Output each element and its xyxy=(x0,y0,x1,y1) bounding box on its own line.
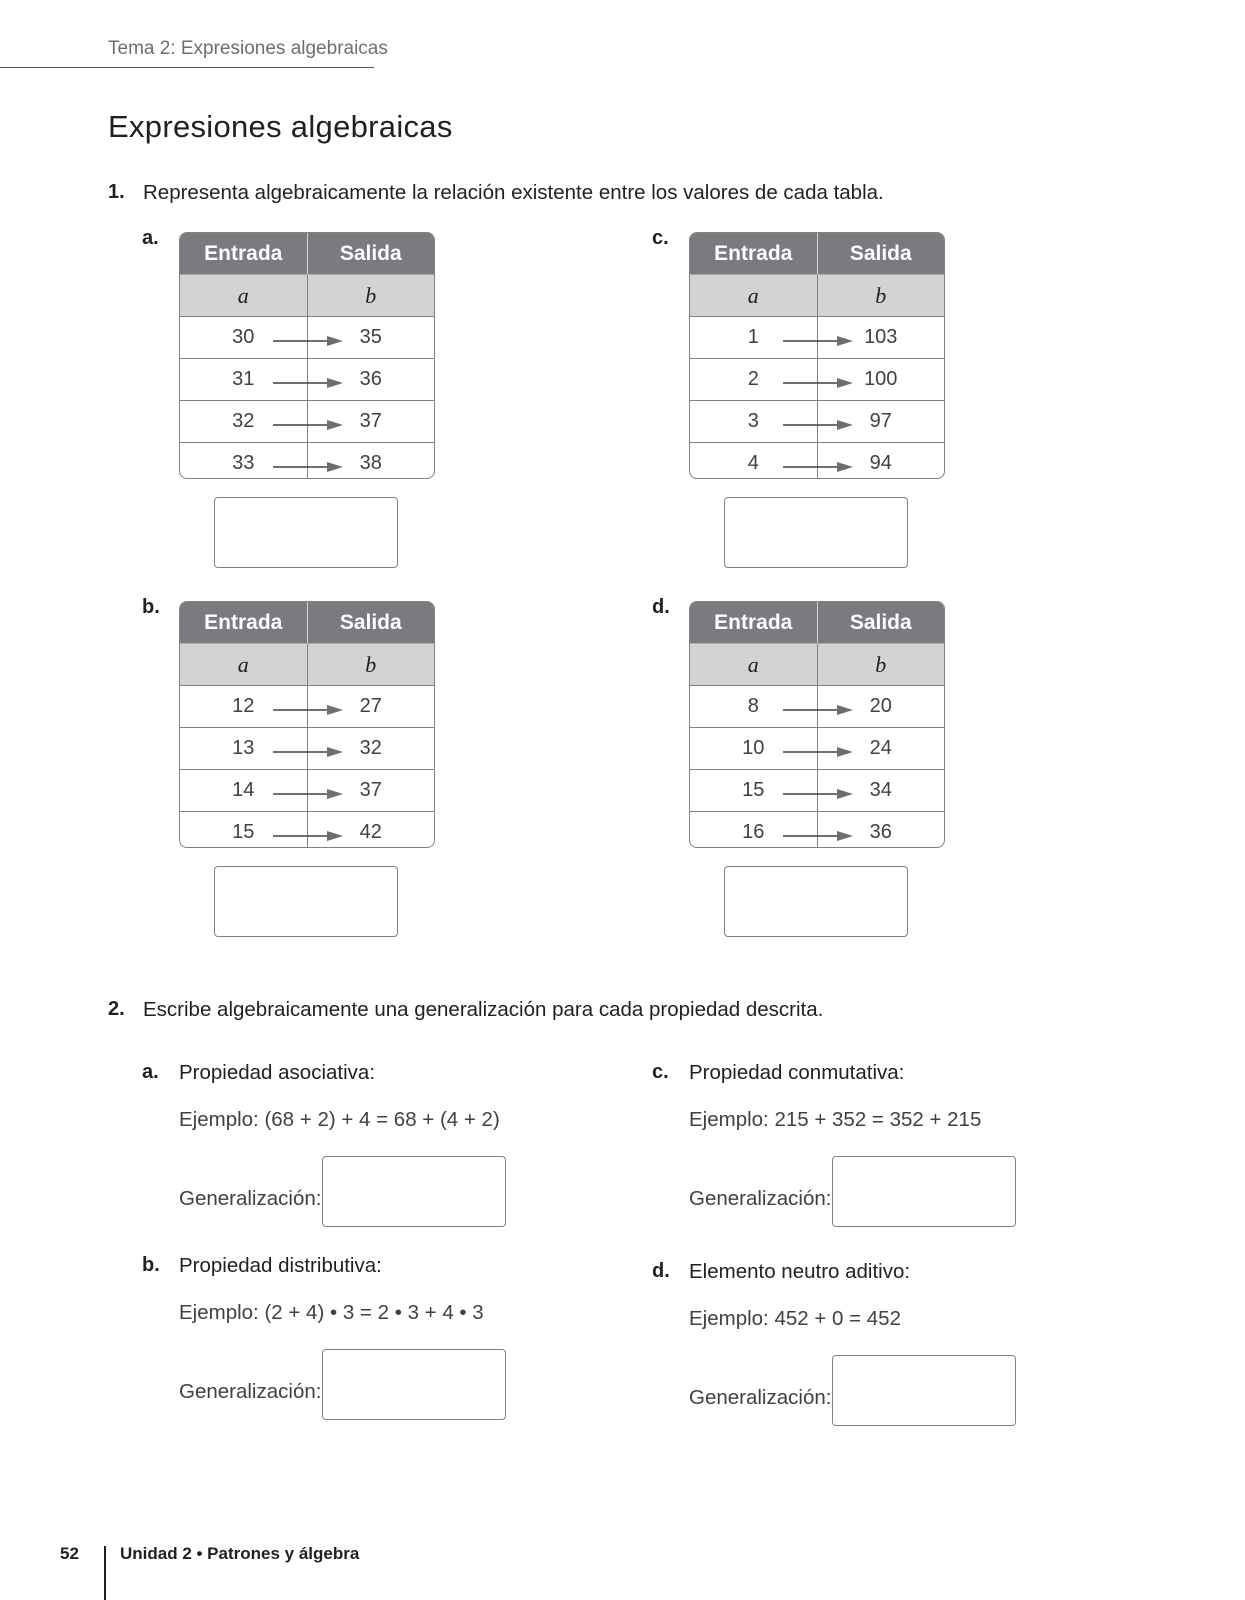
input-output-table xyxy=(689,601,945,848)
input-value: 13 xyxy=(180,728,308,769)
arrow-right-icon xyxy=(273,414,343,426)
arrow-right-icon xyxy=(783,825,853,837)
question-2-text: Escribe algebraicamente una generalización para cada propiedad descrita. xyxy=(143,998,824,1021)
property-title: Propiedad distributiva: xyxy=(179,1254,382,1277)
generalization-label: Generalización: xyxy=(179,1380,322,1403)
header-entrada: Entrada xyxy=(180,602,308,643)
header-entrada: Entrada xyxy=(690,602,818,643)
table-row xyxy=(180,727,434,769)
input-output-table xyxy=(179,232,435,479)
input-value: 12 xyxy=(180,686,308,727)
output-value: 36 xyxy=(359,368,382,390)
answer-box[interactable] xyxy=(724,866,908,937)
output-value: 20 xyxy=(869,695,892,717)
table-row xyxy=(690,400,944,442)
table-row xyxy=(180,442,434,479)
arrow-right-icon xyxy=(783,783,853,795)
answer-box[interactable] xyxy=(724,497,908,568)
input-value: 30 xyxy=(180,317,308,358)
footer-divider xyxy=(104,1546,106,1600)
output-value: 97 xyxy=(869,410,892,432)
generalization-label: Generalización: xyxy=(689,1187,832,1210)
arrow-right-icon xyxy=(273,741,343,753)
variable-b: b xyxy=(365,282,377,308)
output-value: 24 xyxy=(869,737,892,759)
variable-a: a xyxy=(180,275,308,316)
arrow-right-icon xyxy=(783,414,853,426)
table-header xyxy=(180,602,434,643)
variable-b: b xyxy=(365,651,377,677)
variable-row xyxy=(180,274,434,316)
generalization-answer-box[interactable] xyxy=(322,1349,506,1420)
property-example: Ejemplo: (68 + 2) + 4 = 68 + (4 + 2) xyxy=(179,1108,500,1131)
generalization-answer-box[interactable] xyxy=(322,1156,506,1227)
property-letter: d. xyxy=(652,1260,670,1282)
input-value: 16 xyxy=(690,812,818,848)
output-value: 37 xyxy=(359,779,382,801)
table-row xyxy=(180,316,434,358)
variable-a: a xyxy=(690,644,818,685)
output-value: 35 xyxy=(359,326,382,348)
input-value: 15 xyxy=(690,770,818,811)
input-value: 4 xyxy=(690,443,818,479)
header-rule xyxy=(0,67,374,68)
variable-row xyxy=(180,643,434,685)
input-value: 8 xyxy=(690,686,818,727)
table-row xyxy=(180,811,434,848)
output-value: 38 xyxy=(359,452,382,474)
input-value: 15 xyxy=(180,812,308,848)
page-number: 52 xyxy=(60,1544,79,1563)
property-title: Elemento neutro aditivo: xyxy=(689,1260,911,1283)
arrow-right-icon xyxy=(783,372,853,384)
variable-row xyxy=(690,643,944,685)
input-value: 1 xyxy=(690,317,818,358)
table-header xyxy=(690,233,944,274)
table-row xyxy=(690,727,944,769)
table-row xyxy=(690,442,944,479)
arrow-right-icon xyxy=(783,456,853,468)
table-row xyxy=(690,769,944,811)
table-letter: c. xyxy=(652,227,669,249)
output-value: 42 xyxy=(359,821,382,843)
generalization-answer-box[interactable] xyxy=(832,1156,1016,1227)
output-value: 94 xyxy=(869,452,892,474)
arrow-right-icon xyxy=(273,372,343,384)
variable-a: a xyxy=(180,644,308,685)
output-value: 27 xyxy=(359,695,382,717)
property-letter: c. xyxy=(652,1061,669,1083)
table-row xyxy=(690,358,944,400)
output-value: 34 xyxy=(869,779,892,801)
table-header xyxy=(690,602,944,643)
variable-b: b xyxy=(875,651,887,677)
question-2-number: 2. xyxy=(108,998,125,1020)
table-row xyxy=(690,316,944,358)
output-value: 103 xyxy=(864,326,898,348)
input-value: 14 xyxy=(180,770,308,811)
arrow-right-icon xyxy=(273,456,343,468)
answer-box[interactable] xyxy=(214,866,398,937)
answer-box[interactable] xyxy=(214,497,398,568)
table-letter: a. xyxy=(142,227,159,249)
input-value: 3 xyxy=(690,401,818,442)
header-salida: Salida xyxy=(339,241,402,265)
header-salida: Salida xyxy=(339,610,402,634)
question-1-text: Representa algebraicamente la relación existente entre los valores de cada tabla. xyxy=(143,181,884,204)
output-value: 36 xyxy=(869,821,892,843)
variable-a: a xyxy=(690,275,818,316)
question-1-number: 1. xyxy=(108,181,125,203)
output-value: 32 xyxy=(359,737,382,759)
output-value: 100 xyxy=(864,368,898,390)
page-title: Expresiones algebraicas xyxy=(108,109,453,144)
variable-row xyxy=(690,274,944,316)
table-letter: b. xyxy=(142,596,160,618)
running-header: Tema 2: Expresiones algebraicas xyxy=(108,38,388,59)
header-entrada: Entrada xyxy=(690,233,818,274)
arrow-right-icon xyxy=(273,783,343,795)
footer-unit-label: Unidad 2 • Patrones y álgebra xyxy=(120,1544,360,1563)
table-row xyxy=(180,769,434,811)
table-letter: d. xyxy=(652,596,670,618)
table-row xyxy=(180,685,434,727)
input-output-table xyxy=(179,601,435,848)
property-letter: b. xyxy=(142,1254,160,1276)
property-title: Propiedad conmutativa: xyxy=(689,1061,905,1084)
property-letter: a. xyxy=(142,1061,159,1083)
generalization-answer-box[interactable] xyxy=(832,1355,1016,1426)
arrow-right-icon xyxy=(273,699,343,711)
input-value: 10 xyxy=(690,728,818,769)
variable-b: b xyxy=(875,282,887,308)
arrow-right-icon xyxy=(273,330,343,342)
table-row xyxy=(690,811,944,848)
property-example: Ejemplo: 215 + 352 = 352 + 215 xyxy=(689,1108,982,1131)
property-example: Ejemplo: (2 + 4) • 3 = 2 • 3 + 4 • 3 xyxy=(179,1301,484,1324)
input-output-table xyxy=(689,232,945,479)
table-header xyxy=(180,233,434,274)
output-value: 37 xyxy=(359,410,382,432)
header-salida: Salida xyxy=(849,610,912,634)
input-value: 33 xyxy=(180,443,308,479)
input-value: 31 xyxy=(180,359,308,400)
arrow-right-icon xyxy=(783,699,853,711)
generalization-label: Generalización: xyxy=(179,1187,322,1210)
generalization-label: Generalización: xyxy=(689,1386,832,1409)
property-example: Ejemplo: 452 + 0 = 452 xyxy=(689,1307,901,1330)
header-salida: Salida xyxy=(849,241,912,265)
table-row xyxy=(180,400,434,442)
input-value: 2 xyxy=(690,359,818,400)
header-entrada: Entrada xyxy=(180,233,308,274)
arrow-right-icon xyxy=(783,741,853,753)
table-row xyxy=(180,358,434,400)
arrow-right-icon xyxy=(783,330,853,342)
property-title: Propiedad asociativa: xyxy=(179,1061,376,1084)
input-value: 32 xyxy=(180,401,308,442)
arrow-right-icon xyxy=(273,825,343,837)
table-row xyxy=(690,685,944,727)
